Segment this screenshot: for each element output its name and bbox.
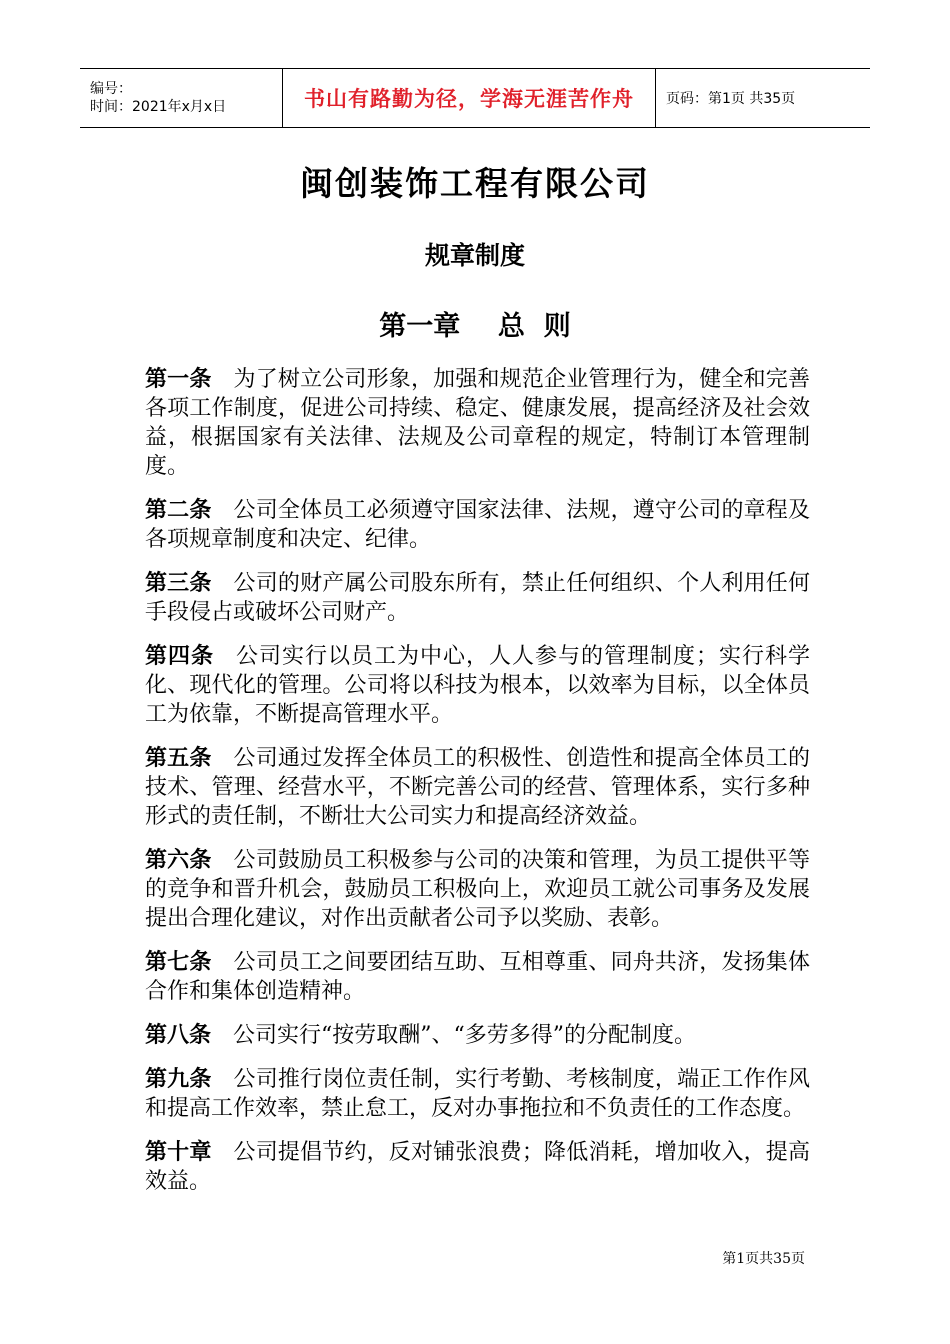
article-text: 公司的财产属公司股东所有，禁止任何组织、个人利用任何手段侵占或破坏公司财产。 (145, 571, 810, 625)
article-number: 第六条 (145, 847, 212, 873)
article-text: 公司全体员工必须遵守国家法律、法规，遵守公司的章程及各项规章制度和决定、纪律。 (145, 498, 810, 552)
article-number: 第四条 (145, 643, 214, 669)
article (145, 846, 810, 933)
time-label: 时间：2021年x月x日 (90, 99, 227, 115)
article (145, 642, 810, 729)
article-number: 第八条 (145, 1022, 212, 1048)
article-text: 公司员工之间要团结互助、互相尊重、同舟共济，发扬集体合作和集体创造精神。 (145, 950, 810, 1004)
chapter-title: 第一章 总 则 (379, 311, 571, 342)
article (145, 948, 810, 1006)
motto: 书山有路勤为径，学海无涯苦作舟 (304, 87, 634, 111)
article-text: 公司实行“按劳取酬”、“多劳多得”的分配制度。 (233, 1023, 697, 1048)
article (145, 744, 810, 831)
article-number: 第二条 (145, 497, 212, 523)
page-header (80, 68, 870, 128)
article-text: 公司鼓励员工积极参与公司的决策和管理，为员工提供平等的竞争和晋升机会，鼓励员工积极向上，欢迎员工就公司事务及发展提出合理化建议，对作出贡献者公司予以奖励、表彰。 (145, 848, 810, 931)
article (145, 1021, 810, 1050)
article-text: 公司推行岗位责任制，实行考勤、考核制度，端正工作作风和提高工作效率，禁止怠工，反对办事拖拉和不负责任的工作态度。 (145, 1067, 810, 1121)
document-title: 规章制度 (424, 241, 525, 270)
article-number: 第七条 (145, 949, 212, 975)
header-meta (80, 69, 282, 127)
header-page-info: 页码：第1页 共35页 (666, 91, 796, 107)
article-text: 公司通过发挥全体员工的积极性、创造性和提高全体员工的技术、管理、经营水平，不断完善公司的经营、管理体系，实行多种形式的责任制，不断壮大公司实力和提高经济效益。 (145, 746, 810, 829)
page-footer: 第1页共35页 (722, 1251, 805, 1267)
article (145, 1065, 810, 1123)
article (145, 1138, 810, 1196)
article-number: 第一条 (145, 366, 212, 392)
article-number: 第十章 (145, 1139, 212, 1165)
article-text: 为了树立公司形象，加强和规范企业管理行为，健全和完善各项工作制度，促进公司持续、稳定、健康发展，提高经济及社会效益，根据国家有关法律、法规及公司章程的规定，特制订本管理制度。 (145, 367, 810, 479)
company-name: 闽创装饰工程有限公司 (300, 164, 650, 203)
article-number: 第五条 (145, 745, 212, 771)
article-number: 第三条 (145, 570, 212, 596)
article-number: 第九条 (145, 1066, 212, 1092)
article-list (145, 365, 810, 1211)
article-text: 公司提倡节约，反对铺张浪费；降低消耗，增加收入，提高效益。 (145, 1140, 810, 1194)
article-text: 公司实行以员工为中心，人人参与的管理制度；实行科学化、现代化的管理。公司将以科技为根本，以效率为目标，以全体员工为依靠，不断提高管理水平。 (145, 644, 810, 727)
serial-label: 编号： (90, 81, 132, 97)
article (145, 365, 810, 481)
article (145, 496, 810, 554)
article (145, 569, 810, 627)
header-motto-cell (282, 69, 656, 127)
